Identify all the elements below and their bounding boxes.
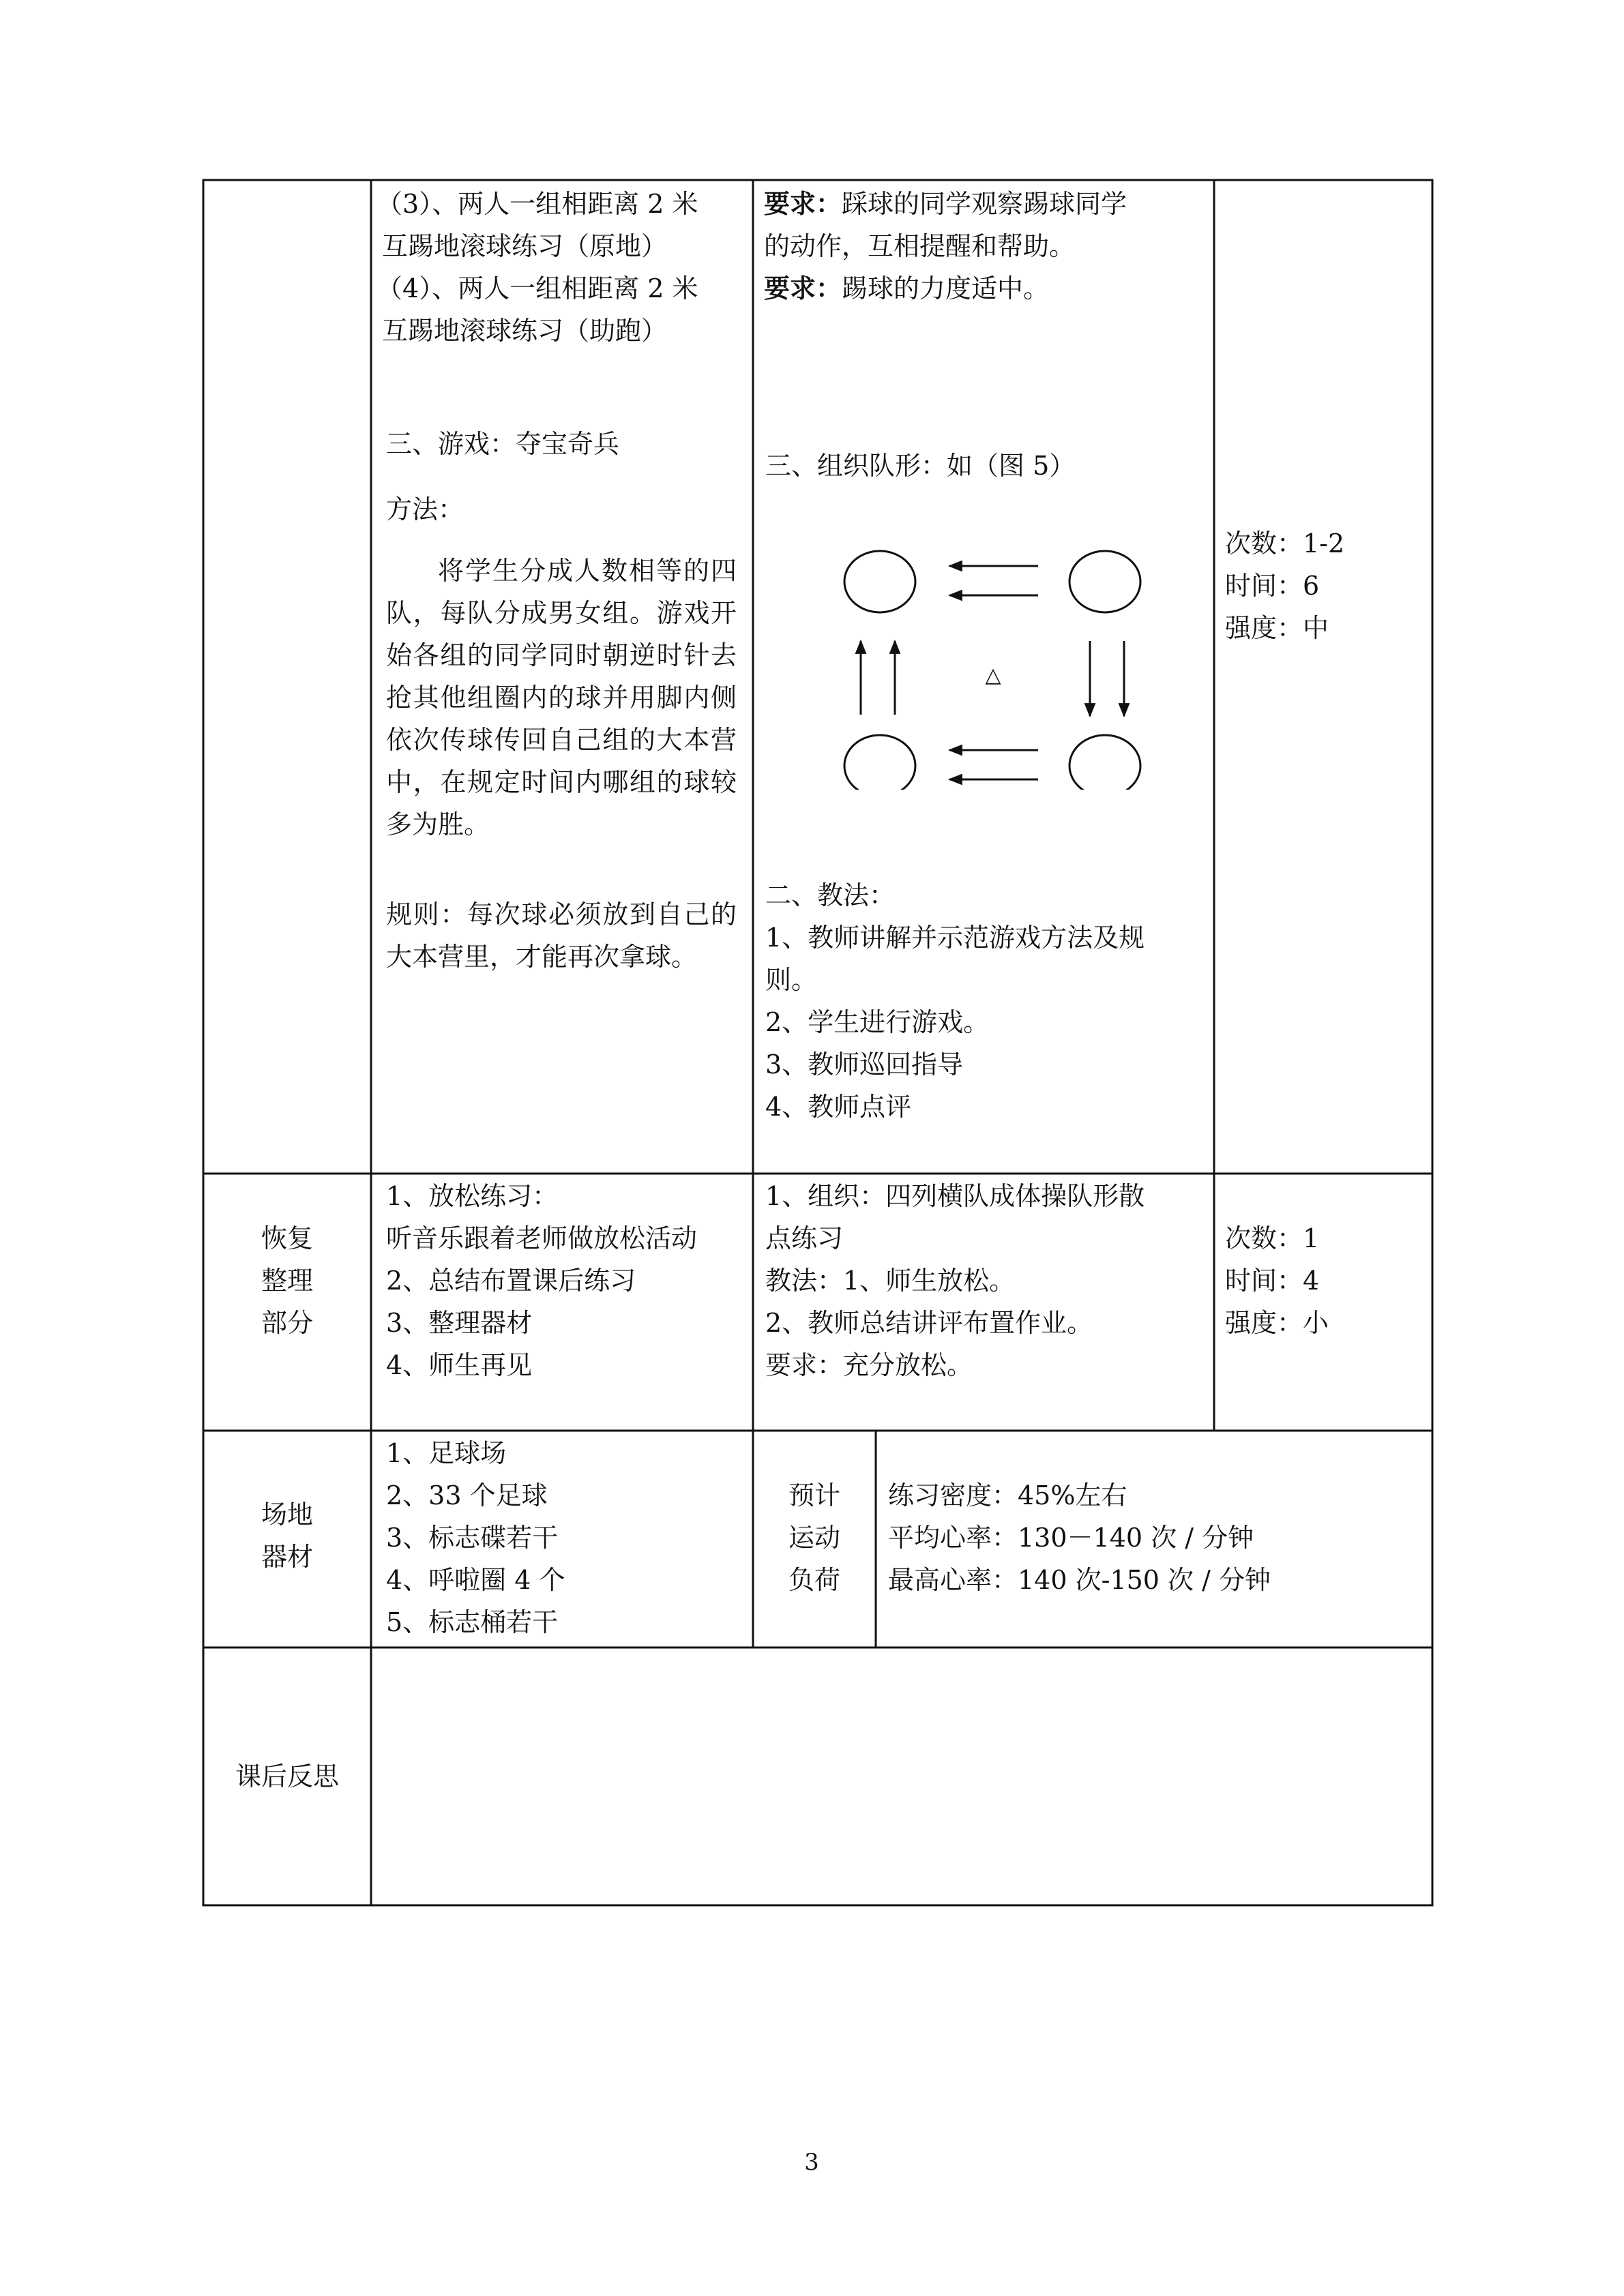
expected-load-values-cell: [888, 1474, 1427, 1601]
reflection-label: 课后反思: [235, 1761, 339, 1791]
recovery-org-item: 教法：1、师生放松。: [765, 1266, 1016, 1296]
recovery-org-item: 1、组织：四列横队成体操队形散: [765, 1181, 1145, 1211]
recovery-content-cell: [386, 1175, 748, 1386]
venue-item: 4、呼啦圈 4 个: [386, 1565, 565, 1595]
recovery-org-item: 点练习: [765, 1223, 844, 1253]
main-load-cell: [1225, 522, 1344, 649]
venue-item: 5、标志桶若干: [386, 1607, 559, 1637]
game-title: [386, 423, 619, 465]
req1-text: 踩球的同学观察踢球同学: [842, 189, 1127, 219]
venue-label-cell: [203, 1493, 371, 1578]
recovery-label-line-1: 恢复: [261, 1223, 313, 1253]
teach-1-line2: 则。: [765, 965, 818, 995]
venue-item: 3、标志碟若干: [386, 1523, 559, 1553]
recovery-item: 1、放松练习：: [386, 1181, 559, 1211]
recovery-load-time: 时间：4: [1225, 1266, 1320, 1296]
recovery-org-item: 要求：充分放松。: [765, 1350, 973, 1380]
recovery-label-cell: [203, 1217, 371, 1344]
recovery-load-count: 次数：1: [1225, 1223, 1320, 1253]
recovery-item: 听音乐跟着老师做放松活动: [386, 1223, 698, 1253]
main-load-time: 时间：6: [1225, 571, 1320, 601]
venue-items-cell: [386, 1432, 748, 1643]
drill-3-line2: 互踢地滚球练习（原地）: [382, 231, 668, 261]
req1-label: 要求：: [764, 188, 842, 219]
page-number: [778, 2141, 846, 2183]
req2-text: 踢球的力度适中。: [842, 273, 1050, 303]
teach-1-line1: 1、教师讲解并示范游戏方法及规: [765, 923, 1145, 953]
group-circle-top-left: [844, 551, 915, 612]
group-circle-bottom-left: [844, 735, 915, 790]
recovery-item: 3、整理器材: [386, 1308, 533, 1338]
game-title-text: 三、游戏：夺宝奇兵: [386, 429, 620, 459]
formation-title-text: 三、组织队形：如（图 5）: [765, 451, 1076, 481]
main-load-intensity: 强度：中: [1225, 613, 1329, 643]
main-content-cell: [377, 183, 743, 352]
teaching-title: 二、教法：: [765, 880, 896, 910]
organization-cell: [764, 183, 1207, 310]
method-label: [386, 488, 464, 531]
average-heart-rate: 平均心率：130－140 次 / 分钟: [888, 1523, 1254, 1553]
page-number-text: 3: [804, 2149, 819, 2176]
expected-load-label-cell: [753, 1474, 876, 1601]
reflection-content-cell: [382, 1657, 1419, 1896]
recovery-label-line-3: 部分: [261, 1308, 313, 1338]
drill-4-line1: （4）、两人一组相距离 2 米: [377, 273, 698, 303]
recovery-organization-cell: [765, 1175, 1209, 1386]
exercise-density: 练习密度：45%左右: [888, 1480, 1127, 1510]
recovery-item: 2、总结布置课后练习: [386, 1266, 636, 1296]
venue-label-line-2: 器材: [261, 1542, 313, 1572]
venue-item: 2、33 个足球: [386, 1480, 548, 1510]
recovery-item: 4、师生再见: [386, 1350, 533, 1380]
teacher-symbol: △: [985, 664, 1001, 687]
teaching-methods: [765, 874, 1209, 1128]
max-heart-rate: 最高心率：140 次-150 次 / 分钟: [888, 1565, 1271, 1595]
teach-4: 4、教师点评: [765, 1092, 912, 1122]
req2-line: [764, 267, 1207, 310]
main-load-count: 次数：1-2: [1225, 528, 1345, 558]
drill-4-line2: 互踢地滚球练习（助跑）: [382, 316, 668, 346]
venue-item: 1、足球场: [386, 1438, 507, 1468]
req2-label: 要求：: [764, 273, 842, 303]
req1-line2: 的动作，互相提醒和帮助。: [764, 231, 1076, 261]
method-text: 将学生分成人数相等的四队，每队分成男女组。游戏开始各组的同学同时朝逆时针去抢其他组圈内的球并用脚内侧依次传球传回自己组的大本营中，在规定时间内哪组的球较多为胜。: [386, 556, 737, 839]
expected-load-label-line-1: 预计: [788, 1480, 840, 1510]
recovery-load-intensity: 强度：小: [1225, 1308, 1329, 1338]
recovery-load-cell: [1225, 1217, 1329, 1344]
drill-3-line1: （3）、两人一组相距离 2 米: [377, 189, 698, 219]
method-label-text: 方法：: [386, 494, 464, 524]
reflection-label-cell: [203, 1755, 371, 1798]
venue-label-line-1: 场地: [261, 1500, 313, 1530]
recovery-label-line-2: 整理: [261, 1266, 313, 1296]
recovery-org-item: 2、教师总结讲评布置作业。: [765, 1308, 1093, 1338]
formation-diagram: [818, 531, 1187, 790]
teach-2: 2、学生进行游戏。: [765, 1007, 990, 1037]
teach-3: 3、教师巡回指导: [765, 1049, 964, 1079]
expected-load-label-line-3: 负荷: [788, 1565, 840, 1595]
rule-text: 规则：每次球必须放到自己的大本营里，才能再次拿球。: [386, 899, 737, 972]
expected-load-label-line-2: 运动: [788, 1523, 840, 1553]
formation-title: [765, 445, 1075, 487]
group-circle-top-right: [1069, 551, 1140, 612]
req1-line1: [764, 183, 1207, 225]
group-circle-bottom-right: [1069, 735, 1140, 790]
